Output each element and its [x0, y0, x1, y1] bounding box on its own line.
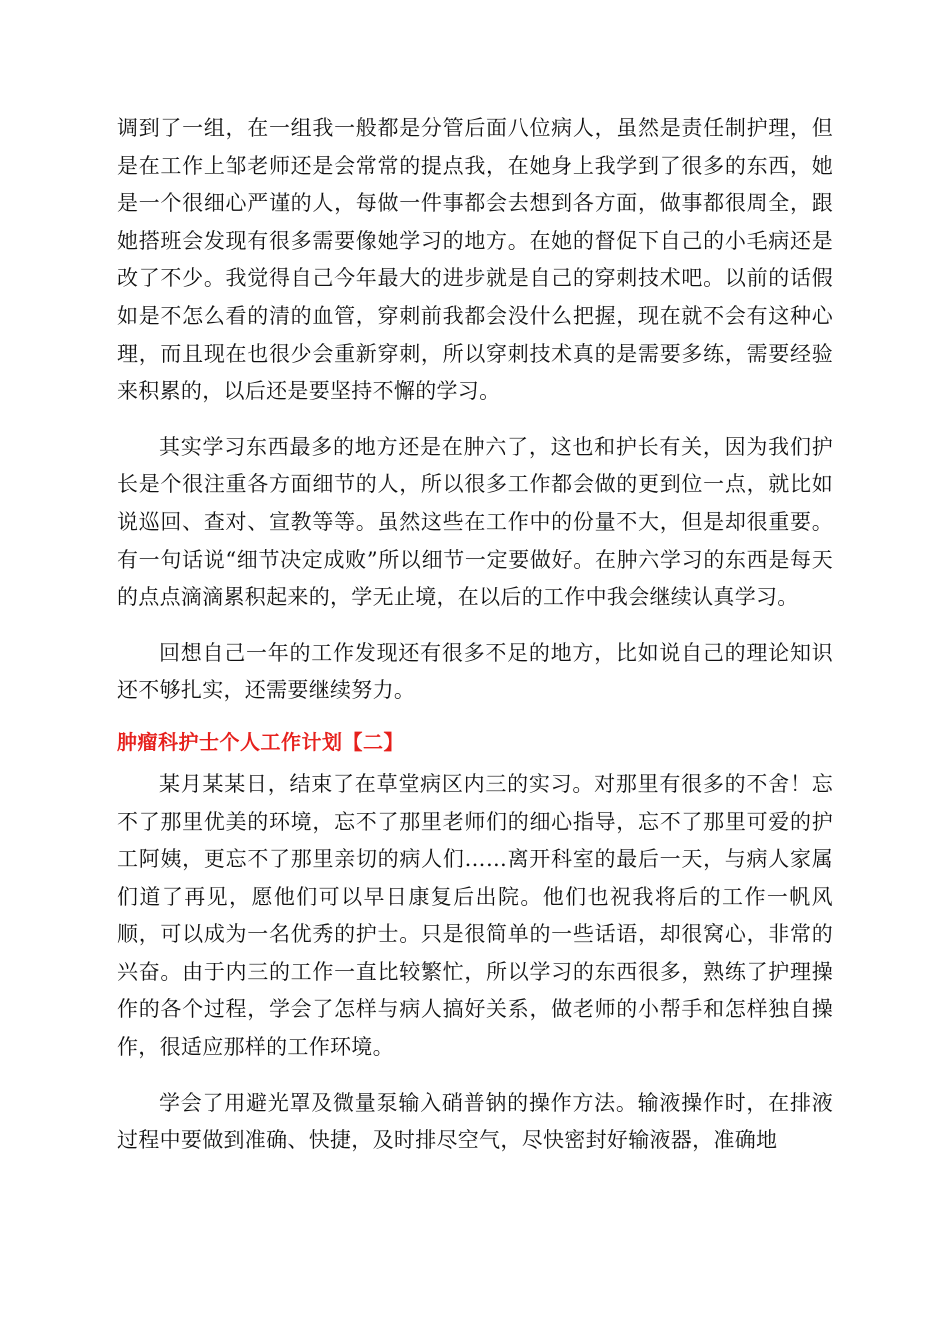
body-paragraph-2: 其实学习东西最多的地方还是在肿六了，这也和护长有关，因为我们护长是个很注重各方面细节的人，所以很多工作都会做的更到位一点，就比如说巡回、查对、宣教等等。虽然这些在工作中的份量不大，但是却很重要。有一句话说“细节决定成败”所以细节一定要做好。在肿六学习的东西是每天的点点滴滴累积起来的，学无止境，在以后的工作中我会继续认真学习。 [117, 434, 833, 610]
body-paragraph-5: 学会了用避光罩及微量泵输入硝普钠的操作方法。输液操作时，在排液过程中要做到准确、快捷，及时排尽空气，尽快密封好输液器，准确地 [117, 1090, 833, 1153]
body-paragraph-4: 某月某某日，结束了在草堂病区内三的实习。对那里有很多的不舍！忘不了那里优美的环境，忘不了那里老师们的细心指导，忘不了那里可爱的护工阿姨，更忘不了那里亲切的病人们……离开科室的最后一天，与病人家属们道了再见，愿他们可以早日康复后出院。他们也祝我将后的工作一帆风顺，可以成为一名优秀的护士。只是很简单的一些话语，却很窝心，非常的兴奋。由于内三的工作一直比较繁忙，所以学习的东西很多，熟练了护理操作的各个过程，学会了怎样与病人搞好关系，做老师的小帮手和怎样独自操作，很适应那样的工作环境。 [117, 771, 833, 1060]
document-page [117, 110, 833, 1160]
body-paragraph-1: 调到了一组，在一组我一般都是分管后面八位病人，虽然是责任制护理，但是在工作上邹老师还是会常常的提点我，在她身上我学到了很多的东西，她是一个很细心严谨的人，每做一件事都会去想到各方面，做事都很周全，跟她搭班会发现有很多需要像她学习的地方。在她的督促下自己的小毛病还是改了不少。我觉得自己今年最大的进步就是自己的穿刺技术吧。以前的话假如是不怎么看的清的血管，穿刺前我都会没什么把握，现在就不会有这种心理，而且现在也很少会重新穿刺，所以穿刺技术真的是需要多练，需要经验来积累的，以后还是要坚持不懈的学习。 [117, 116, 833, 404]
body-paragraph-3: 回想自己一年的工作发现还有很多不足的地方，比如说自己的理论知识还不够扎实，还需要继续努力。 [117, 640, 833, 703]
section-heading: 肿瘤科护士个人工作计划【二】 [117, 729, 404, 754]
